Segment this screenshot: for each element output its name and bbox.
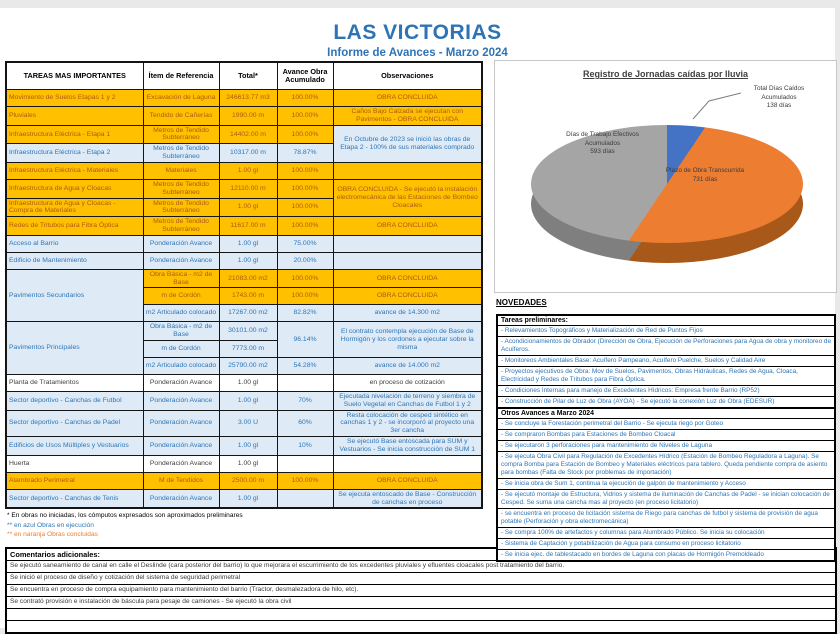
table-cell: 1990.00 m — [219, 107, 277, 126]
table-cell: OBRA CONCLUIDA — [333, 269, 482, 288]
progress-table-body — [6, 90, 482, 509]
chart-title: Registro de Jornadas caídas por lluvia — [582, 69, 749, 79]
table-cell: m de Cordón — [143, 288, 219, 305]
table-cell: Ponderación Avance — [143, 235, 219, 252]
comment-row — [7, 621, 835, 632]
table-row — [6, 107, 482, 126]
comment-row: Se contrató provisión e instalación de báscula para pesaje de camiones - Se ejecutó la obra civil — [7, 597, 835, 609]
table-cell: Edificios de Usos Múltiples y Vestuarios — [6, 437, 143, 456]
table-cell: Infraestructura Eléctrica - Materiales — [6, 162, 143, 179]
table-cell — [277, 375, 333, 392]
report-header — [0, 21, 835, 59]
novedades-item: - Se compraron Bombas para Estaciones de Bombeo Cloacal — [498, 430, 834, 441]
novedades-section — [496, 298, 836, 562]
pie-label-plazo-obra: Plazo de Obra Transcurrida 731 días — [665, 167, 745, 183]
table-cell — [333, 252, 482, 269]
table-cell: 100.00% — [277, 179, 333, 198]
table-row — [6, 252, 482, 269]
table-cell: 75.00% — [277, 235, 333, 252]
novedades-box-header: Tareas preliminares: — [498, 316, 834, 326]
table-cell: Ponderación Avance — [143, 392, 219, 411]
table-cell: 3.00 U — [219, 410, 277, 436]
table-cell: m2 Articulado colocado — [143, 358, 219, 375]
table-cell: Metros de Tendido Subterráneo — [143, 144, 219, 163]
table-cell: Ponderación Avance — [143, 410, 219, 436]
table-cell: OBRA CONCLUIDA — [333, 472, 482, 489]
table-cell: Obra Básica - m2 de Base — [143, 269, 219, 288]
table-cell: Metros de Tendido Subterráneo — [143, 198, 219, 217]
table-cell: El contrato contempla ejecución de Base de Hormigón y los cordones a ejecutar sobre la misma — [333, 322, 482, 358]
table-cell: 1743.00 m — [219, 288, 277, 305]
table-cell: Ponderación Avance — [143, 252, 219, 269]
table-cell: Ponderación Avance — [143, 455, 219, 472]
table-cell: 100.00% — [277, 288, 333, 305]
novedades-box-header: Otros Avances a Marzo 2024 — [498, 409, 834, 419]
table-cell: 100.00% — [277, 125, 333, 144]
table-cell — [333, 162, 482, 179]
table-cell: OBRA CONCLUIDA - Se ejecutó la instalación electromecánica de las Estaciones de Bombeo Cloacales — [333, 179, 482, 216]
footnote-line: ** en naranja Obras concluidas — [7, 531, 98, 539]
table-row — [6, 455, 482, 472]
table-cell: Infraestructura Eléctrica - Etapa 2 — [6, 144, 143, 163]
table-cell: Metros de Tendido Subterráneo — [143, 179, 219, 198]
novedades-item: - Sistema de Captación y potabilización de Agua para consumo en proceso licitatorio — [498, 539, 834, 550]
table-cell: Obra Básica - m2 de Base — [143, 322, 219, 341]
table-row — [6, 269, 482, 288]
novedades-item: - Monitoreos Ambientales Base: Acuífero Pampeano, Acuífero Puelche, Suelos y Calidad Aire — [498, 356, 834, 367]
table-cell: avance de 14.000 m2 — [333, 358, 482, 375]
table-cell: 1.00 gl — [219, 437, 277, 456]
table-cell: Infraestructura Eléctrica - Etapa 1 — [6, 125, 143, 144]
table-cell: 17267.00 m2 — [219, 305, 277, 322]
novedades-item: - Se concluye la Forestación perimetral del Barrio - Se ejecuta riego por Goteo — [498, 419, 834, 430]
table-cell: 2500.00 m — [219, 472, 277, 489]
table-cell: Materiales — [143, 162, 219, 179]
table-row — [6, 437, 482, 456]
table-cell: 100.00% — [277, 217, 333, 236]
table-cell: 78.87% — [277, 144, 333, 163]
table-cell: 1.00 gl — [219, 392, 277, 411]
table-cell: 10% — [277, 437, 333, 456]
table-cell: 1.00 gl — [219, 455, 277, 472]
table-cell — [333, 235, 482, 252]
table-cell: 1.00 gl — [219, 198, 277, 217]
table-cell: 25790.00 m2 — [219, 358, 277, 375]
table-cell: Edificio de Mantenimiento — [6, 252, 143, 269]
novedades-box — [496, 314, 836, 409]
novedades-item: - Se inicia obra de Sum 1, continua la ejecución de galpón de mantenimiento y Acceso — [498, 479, 834, 490]
table-cell: Alambrado Perimetral — [6, 472, 143, 489]
novedades-item: - Relevamientos Topográficos y Materialización de Red de Puntos Fijos — [498, 326, 834, 337]
table-cell: 1.00 gl — [219, 489, 277, 508]
table-cell: OBRA CONCLUIDA — [333, 90, 482, 107]
table-row — [6, 235, 482, 252]
table-cell: Excavación de Laguna — [143, 90, 219, 107]
novedades-item: - se encuentra en proceso de licitación sistema de Riego para canchas de futbol y sistema de provisión de agua potable (Perforación y obra electromecánica) — [498, 509, 834, 528]
table-cell: 12110.00 m — [219, 179, 277, 198]
table-row — [6, 489, 482, 508]
table-row — [6, 90, 482, 107]
novedades-item: - Se compra 100% de artefactos y columnas para Alumbrado Público. Se inicia su colocación — [498, 528, 834, 539]
table-cell: Metros de Tendido Subterráneo — [143, 217, 219, 236]
table-cell: 30101.00 m2 — [219, 322, 277, 341]
table-cell: 14402.00 m — [219, 125, 277, 144]
table-row — [6, 392, 482, 411]
table-header-cell: TAREAS MAS IMPORTANTES — [6, 62, 143, 90]
table-cell — [277, 489, 333, 508]
table-cell: Se ejecuta entoscado de Base - Construcción de canchas en proceso — [333, 489, 482, 508]
table-header-cell: Total* — [219, 62, 277, 90]
table-cell: 54.28% — [277, 358, 333, 375]
novedades-item: - Condiciones Internas para manejo de Excedentes Hídricos: Empresa frente Barrio (RP52) — [498, 386, 834, 397]
table-cell: Infraestructura de Agua y Cloacas — [6, 179, 143, 198]
table-cell: Infraestructura de Agua y Cloacas - Compra de Materiales — [6, 198, 143, 217]
table-row — [6, 179, 482, 198]
table-header-cell: Ítem de Referencia — [143, 62, 219, 90]
table-cell: Ejecutada nivelación de terreno y siembra de Suelo Vegetal en Canchas de Futbol 1 y 2 — [333, 392, 482, 411]
table-row — [6, 125, 482, 144]
table-row — [6, 162, 482, 179]
table-cell: Se ejecutó Base entoscada para SUM y Vestuarios - Se inicia construcción de SUM 1 — [333, 437, 482, 456]
table-cell: m2 Articulado colocado — [143, 305, 219, 322]
novedades-heading: NOVEDADES — [496, 298, 547, 307]
comment-row: Se encuentra en proceso de compra equipamiento para mantenimiento del barrio (Tractor, desmalezadora de hilo, etc). — [7, 585, 835, 597]
table-row — [6, 375, 482, 392]
comment-row: Se ejecutó saneamiento de canal en calle el Deslinde (cara posterior del barrio) lo que mejorara el escurrimiento de los excedentes pluviales y efluentes cloacales post tratamiento del barrio. — [7, 561, 835, 573]
footnote-line: ** en azul Obras en ejecución — [7, 521, 94, 529]
table-cell: 100.00% — [277, 162, 333, 179]
table-cell: 10317.00 m — [219, 144, 277, 163]
table-cell: 100.00% — [277, 269, 333, 288]
progress-table — [5, 61, 483, 509]
table-cell: m de Cordón — [143, 341, 219, 358]
table-cell: Pavimentos Secundarios — [6, 269, 143, 322]
rain-days-chart-panel — [494, 60, 837, 293]
novedades-box — [496, 407, 836, 562]
table-cell: 11617.00 m — [219, 217, 277, 236]
table-cell: En Octubre de 2023 se inició las obras de Etapa 2 - 100% de sus materiales comprado — [333, 125, 482, 162]
table-cell: Pluviales — [6, 107, 143, 126]
table-cell: Sector deportivo - Canchas de Futbol — [6, 392, 143, 411]
table-cell: 100.00% — [277, 107, 333, 126]
table-cell: OBRA CONCLUIDA — [333, 288, 482, 305]
table-cell: Caños Bajo Calzada se ejecutan con Pavimentos - OBRA CONCLUIDA — [333, 107, 482, 126]
table-cell: avance de 14.300 m2 — [333, 305, 482, 322]
footnote-line: * En obras no iniciadas, los cómputos expresados son aproximados preliminares — [7, 512, 243, 519]
report-page — [0, 8, 835, 628]
table-cell: M de Tendidos — [143, 472, 219, 489]
table-cell: 20.00% — [277, 252, 333, 269]
page-title: LAS VICTORIAS — [333, 21, 502, 44]
table-cell: 7773.00 m — [219, 341, 277, 358]
novedades-item: - Se inicia ejec. de tablestacado en bordes de Laguna con placas de Hormigón Premoldeado — [501, 551, 764, 558]
pie-label-dias-caidos: Total Días Caídos Acumulados 138 días — [753, 85, 805, 110]
table-cell: en proceso de cotización — [333, 375, 482, 392]
table-cell: 1.00 gl — [219, 235, 277, 252]
table-row — [6, 217, 482, 236]
table-cell: 100.00% — [277, 472, 333, 489]
table-cell: Sector deportivo - Canchas de Tenis — [6, 489, 143, 508]
table-cell: 70% — [277, 392, 333, 411]
table-cell: OBRA CONCLUIDA — [333, 217, 482, 236]
table-row — [6, 322, 482, 341]
table-row — [6, 472, 482, 489]
novedades-boxes — [496, 314, 836, 562]
table-cell: Metros de Tendido Subterráneo — [143, 125, 219, 144]
table-cell: 100.00% — [277, 90, 333, 107]
novedades-item: - Acondicionamientos de Obrador (Dirección de Obra, Ejecución de Perforaciones para Agua de obra y monitoreo de Acuíferos. — [498, 337, 834, 356]
table-cell — [277, 455, 333, 472]
table-header-cell: Observaciones — [333, 62, 482, 90]
table-cell: Huerta — [6, 455, 143, 472]
table-cell: Resta colocación de cesped sintético en canchas 1 y 2 - se incorporó al proyecto una 3er cancha — [333, 410, 482, 436]
novedades-item: - Se ejecutó montaje de Estructura, Vidrios y sistema de iluminación de Canchas de Padel - se inician colocación de Cesped. Se suma una cancha mas al proyecto (en proceso licitatorio) — [498, 490, 834, 509]
comment-row: Se inició el proceso de diseño y cotización del sistema de seguridad perimetral — [7, 573, 835, 585]
table-cell: 82.82% — [277, 305, 333, 322]
comments-header: Comentarios adicionales: — [7, 549, 835, 561]
table-cell: 1.00 gl — [219, 375, 277, 392]
novedades-item: - Se ejecutaron 3 perforaciones para mantenimiento de Niveles de Laguna — [498, 441, 834, 452]
comment-row — [7, 609, 835, 621]
table-cell: 60% — [277, 410, 333, 436]
table-row — [6, 410, 482, 436]
table-cell: Ponderación Avance — [143, 437, 219, 456]
table-cell: 100.00% — [277, 198, 333, 217]
table-cell: Redes de Tritubos para Fibra Óptica — [6, 217, 143, 236]
novedades-item: - Proyectos ejecutivos de Obra: Mov de Suelos, Pavimentos, Obras Hidráulicas, Redes de Agua, Cloaca, Electricidad y Redes de Tritubos para Fibra Óptica. — [498, 367, 834, 386]
novedades-item: - Se ejecuta Obra Civil para Regulación de Excedentes Hídrico (Estación de Bombeo Reguladora a Laguna). Se compra Bomba para Estación de Bombeo y Materiales eléctricos para tablero. Queda pendiente compra de asiento para bombas (Falta de Stock por problemas de importación) — [498, 452, 834, 479]
table-cell: Tendido de Cañerías — [143, 107, 219, 126]
table-cell: 1.00 gl — [219, 162, 277, 179]
table-cell: Movimiento de Suelos Etapas 1 y 2 — [6, 90, 143, 107]
table-cell: Planta de Tratamientos — [6, 375, 143, 392]
table-cell: Sector deportivo - Canchas de Padel — [6, 410, 143, 436]
table-cell: 246613.77 m3 — [219, 90, 277, 107]
comments-rows — [7, 561, 835, 632]
novedades-item: - Construcción de Pilar de Luz de Obra (AYOA) - Se ejecutó la conexión Luz de Obra (EDESUR) — [501, 398, 775, 405]
table-cell — [333, 455, 482, 472]
table-footnotes — [7, 511, 243, 540]
table-cell: 96.14% — [277, 322, 333, 358]
table-cell: 21083.00 m2 — [219, 269, 277, 288]
table-cell: Ponderación Avance — [143, 489, 219, 508]
table-cell: 1.00 gl — [219, 252, 277, 269]
table-cell: Ponderación Avance — [143, 375, 219, 392]
pie-label-dias-efectivos: Días de Trabajo Efectivos Acumulados 593 días — [566, 131, 639, 156]
progress-table-head — [6, 62, 482, 90]
table-cell: Pavimentos Principales — [6, 322, 143, 375]
table-header-cell: Avance Obra Acumulado — [277, 62, 333, 90]
table-cell: Acceso al Barrio — [6, 235, 143, 252]
page-subtitle: Informe de Avances - Marzo 2024 — [327, 47, 508, 59]
